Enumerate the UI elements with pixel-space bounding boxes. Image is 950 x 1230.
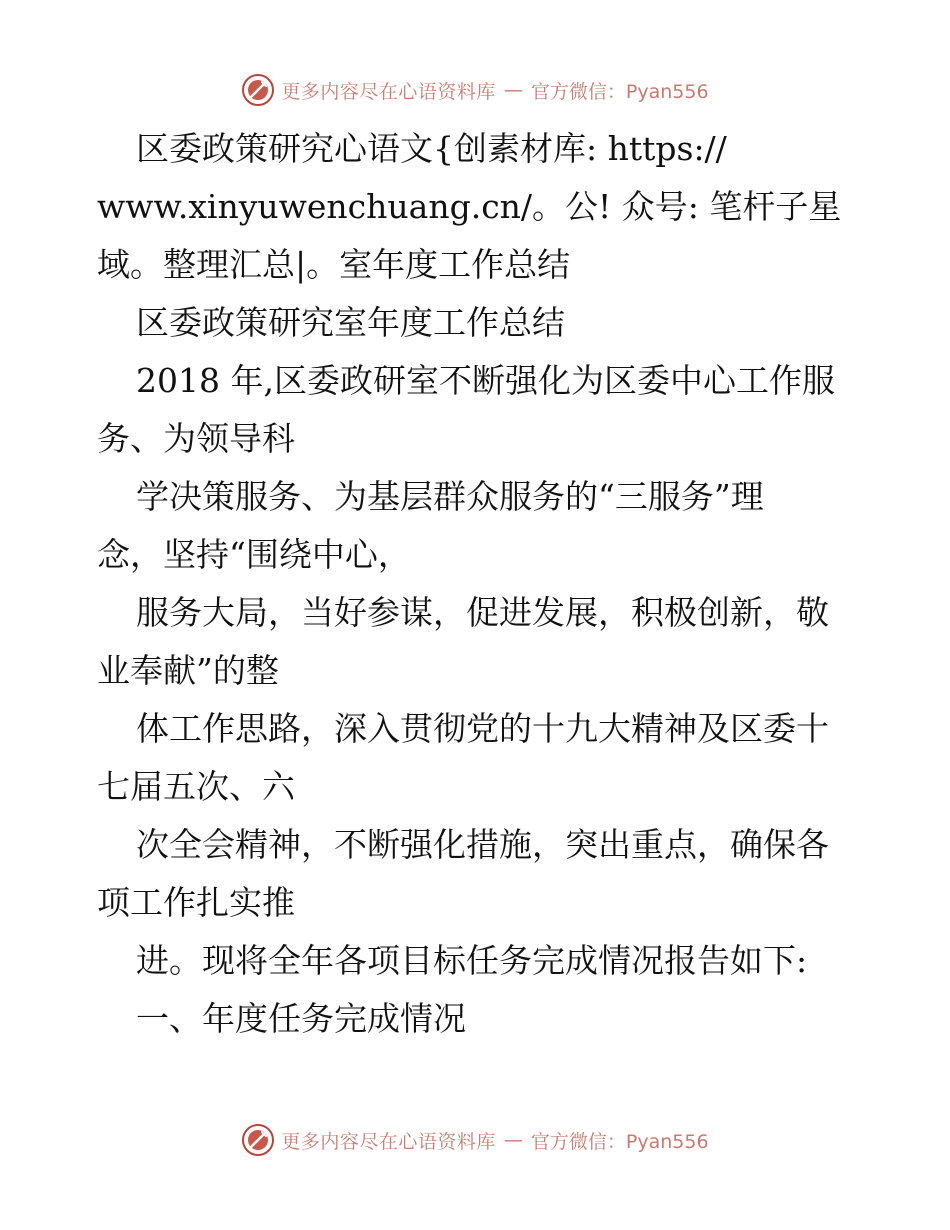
- body-line-8: 念，坚持“围绕中心，: [97, 535, 411, 574]
- seal-logo-icon: [241, 73, 275, 107]
- body-line-1: 区委政策研究心语文{创素材库: https://: [136, 129, 727, 168]
- body-line-11: 体工作思路，深入贯彻党的十九大精神及区委十: [136, 709, 829, 748]
- body-line-7: 学决策服务、为基层群众服务的“三服务”理: [136, 477, 764, 516]
- body-line-15: 进。现将全年各项目标任务完成情况报告如下:: [136, 941, 808, 980]
- footer-brand-text: 更多内容尽在心语资料库: [281, 1130, 496, 1153]
- body-line-6: 务、为领导科: [97, 419, 295, 458]
- header-dash: —: [503, 79, 523, 101]
- body-line-13: 次全会精神，不断强化措施，突出重点，确保各: [136, 825, 829, 864]
- footer-dash: —: [503, 1129, 523, 1151]
- body-line-5: 2018 年,区委政研室不断强化为区委中心工作服: [136, 361, 835, 400]
- footer-banner: [0, 1120, 950, 1160]
- footer-banner-inner: [241, 1123, 708, 1157]
- body-line-14: 项工作扎实推: [97, 883, 295, 922]
- header-brand-text: 更多内容尽在心语资料库: [281, 80, 496, 103]
- section-heading: 一、年度任务完成情况: [136, 999, 466, 1038]
- body-line-10: 业奉献”的整: [97, 651, 279, 690]
- header-banner-inner: [241, 73, 708, 107]
- body-line-4: 区委政策研究室年度工作总结: [136, 303, 565, 342]
- header-banner: [0, 70, 950, 110]
- header-wechat-text: 官方微信：Pyan556: [530, 80, 709, 103]
- footer-wechat-text: 官方微信：Pyan556: [530, 1130, 709, 1153]
- document-body: [97, 120, 857, 1048]
- body-line-12: 七届五次、六: [97, 767, 295, 806]
- body-line-3: 域。整理汇总|。室年度工作总结: [97, 245, 571, 284]
- body-line-2: www.xinyuwenchuang.cn/。公! 众号: 笔杆子星: [97, 187, 842, 226]
- body-line-9: 服务大局，当好参谋，促进发展，积极创新，敬: [136, 593, 829, 632]
- seal-logo-icon: [241, 1123, 275, 1157]
